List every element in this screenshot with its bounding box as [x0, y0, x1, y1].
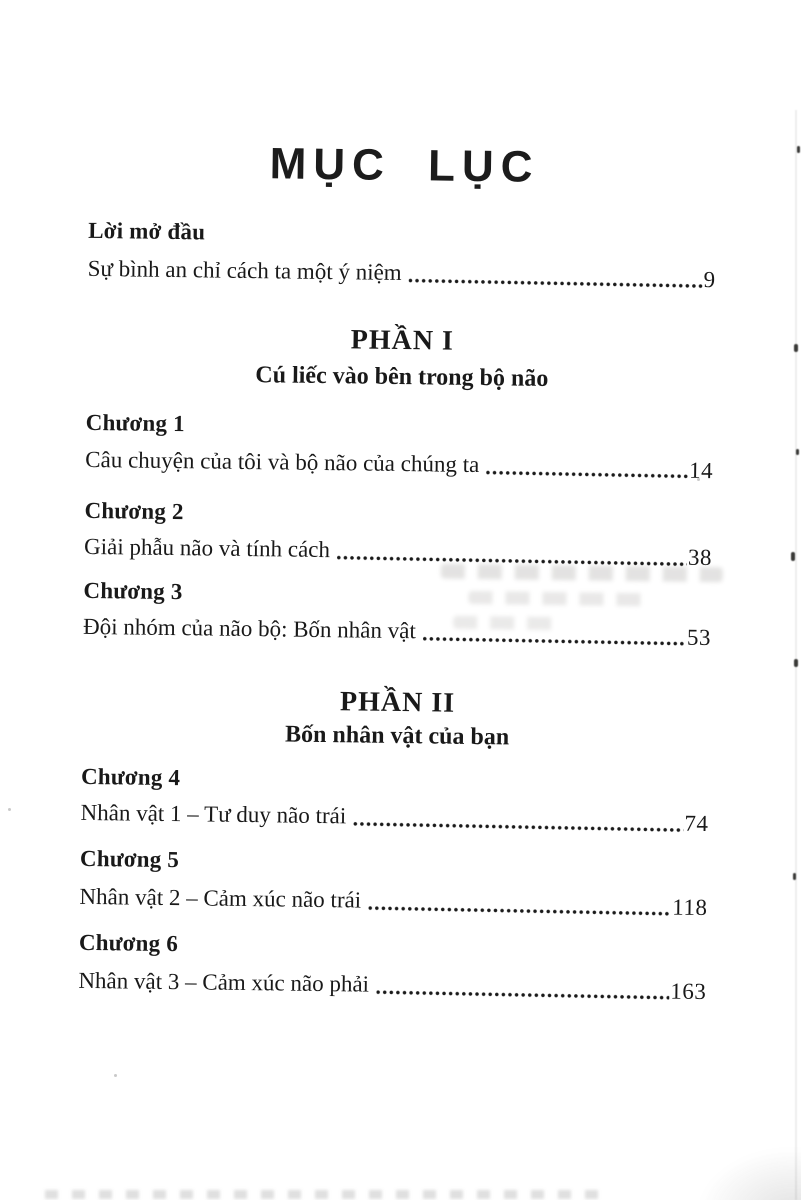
toc-entry-row [78, 967, 706, 1004]
page-number: 74 [684, 810, 709, 837]
entry-title: Đội nhóm của não bộ: Bốn nhân vật [82, 613, 417, 644]
dot-leader [368, 904, 671, 917]
page-number: 14 [688, 457, 714, 484]
ink-speck [114, 1074, 117, 1077]
entry-title: Giải phẫu não và tính cách [83, 533, 331, 563]
part-subtitle: Cú liếc vào bên trong bộ não [255, 362, 549, 392]
toc-entry-row [79, 883, 707, 920]
dot-leader [353, 820, 683, 833]
bleed-through-artifact [453, 616, 561, 630]
toc-entry-row [83, 613, 711, 650]
page-number: 53 [686, 624, 712, 651]
part-label: PHẦN I [350, 324, 455, 357]
dot-leader [376, 988, 669, 1001]
entry-title: Câu chuyện của tôi và bộ não của chúng ta [85, 446, 480, 478]
toc-entry-row [88, 255, 716, 292]
chapter-heading: Chương 5 [79, 845, 180, 873]
page-number: 118 [672, 894, 708, 921]
toc-entry-row [80, 799, 708, 836]
ink-speck [797, 146, 800, 153]
bleed-through-artifact [441, 564, 723, 583]
page-number: 38 [687, 544, 713, 571]
scan-shadow-corner [689, 1142, 801, 1200]
page-number: 9 [703, 266, 716, 293]
chapter-heading: Chương 3 [83, 577, 183, 605]
dot-leader [486, 469, 688, 480]
chapter-heading: Chương 2 [84, 497, 184, 525]
entry-title: Nhân vật 1 – Tư duy não trái [80, 799, 347, 829]
ink-speck [791, 552, 795, 561]
part-subtitle: Bốn nhân vật của bạn [284, 721, 510, 751]
front-matter-heading: Lời mở đầu [88, 217, 206, 245]
chapter-heading: Chương 4 [80, 763, 181, 791]
entry-title: Nhân vật 2 – Cảm xúc não trái [79, 883, 362, 913]
ink-speck [793, 873, 796, 880]
toc-entry-row [84, 533, 712, 570]
ink-speck [796, 449, 799, 455]
scan-noise-bottom [45, 1190, 605, 1199]
bleed-through-artifact [468, 591, 643, 606]
ink-speck [794, 659, 798, 667]
part-label: PHẦN II [339, 686, 456, 719]
entry-title: Nhân vật 3 – Cảm xúc não phải [78, 967, 370, 997]
page-number: 163 [670, 978, 707, 1005]
page-edge-line [795, 110, 797, 1200]
ink-speck [794, 344, 798, 352]
entry-title: Sự bình an chỉ cách ta một ý niệm [87, 255, 402, 286]
page-title: MỤC LỤC [269, 139, 540, 193]
chapter-heading: Chương 6 [78, 929, 179, 957]
dot-leader [423, 635, 686, 647]
ink-speck [8, 808, 11, 811]
ink-speck [697, 478, 700, 481]
chapter-heading: Chương 1 [85, 409, 185, 437]
dot-leader [409, 277, 703, 290]
toc-entry-row [85, 446, 713, 483]
